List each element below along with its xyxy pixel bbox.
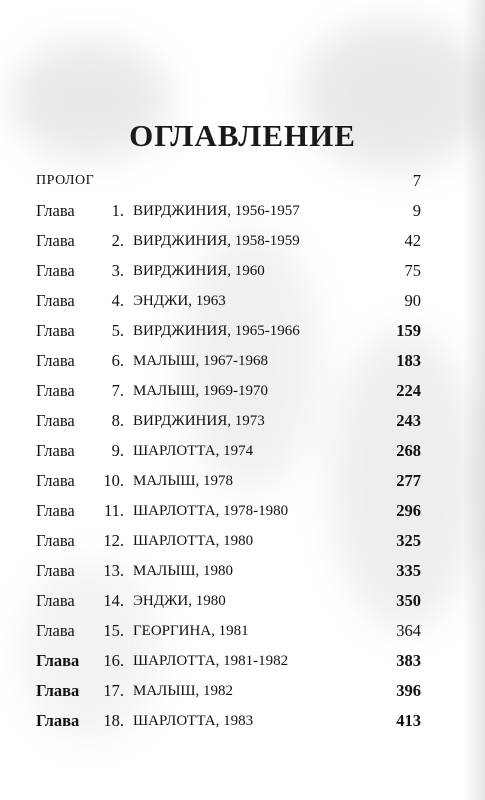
table-of-contents bbox=[36, 166, 421, 736]
chapter-number: 1. bbox=[111, 201, 124, 220]
chapter-number: 18. bbox=[103, 711, 124, 730]
chapter-label: Глава bbox=[36, 441, 75, 460]
chapter-label: Глава bbox=[36, 651, 80, 670]
chapter-label: Глава bbox=[36, 231, 75, 250]
chapter-number: 7. bbox=[111, 381, 124, 400]
chapter-label: Глава bbox=[36, 591, 75, 610]
chapter-number: 15. bbox=[103, 621, 124, 640]
prolog-title: ПРОЛОГ bbox=[36, 173, 95, 188]
chapter-label: Глава bbox=[36, 291, 75, 310]
toc-row bbox=[36, 226, 421, 256]
chapter-title: ВИРДЖИНИЯ, 1973 bbox=[133, 413, 265, 429]
chapter-title: МАЛЫШ, 1967-1968 bbox=[133, 353, 269, 369]
chapter-title: ШАРЛОТТА, 1981-1982 bbox=[133, 653, 289, 669]
chapter-number: 6. bbox=[111, 351, 124, 370]
chapter-number: 16. bbox=[103, 651, 124, 670]
toc-row bbox=[36, 526, 421, 556]
chapter-number: 5. bbox=[111, 321, 124, 340]
chapter-label: Глава bbox=[36, 711, 80, 730]
toc-row bbox=[36, 586, 421, 616]
chapter-page: 159 bbox=[396, 321, 421, 340]
chapter-page: 268 bbox=[396, 441, 421, 460]
chapter-list bbox=[36, 196, 421, 736]
chapter-page: 75 bbox=[404, 261, 421, 280]
chapter-page: 42 bbox=[404, 231, 421, 250]
chapter-title: МАЛЫШ, 1980 bbox=[133, 563, 234, 579]
chapter-title: ВИРДЖИНИЯ, 1958-1959 bbox=[133, 233, 300, 249]
chapter-title: ВИРДЖИНИЯ, 1960 bbox=[133, 263, 265, 279]
toc-row bbox=[36, 286, 421, 316]
chapter-page: 364 bbox=[396, 621, 421, 640]
toc-row bbox=[36, 646, 421, 676]
chapter-number: 14. bbox=[103, 591, 124, 610]
toc-row bbox=[36, 196, 421, 226]
chapter-page: 325 bbox=[396, 531, 421, 550]
chapter-label: Глава bbox=[36, 411, 75, 430]
chapter-title: ШАРЛОТТА, 1983 bbox=[133, 713, 254, 729]
chapter-page: 90 bbox=[404, 291, 421, 310]
chapter-number: 2. bbox=[111, 231, 124, 250]
chapter-page: 350 bbox=[396, 591, 421, 610]
toc-row bbox=[36, 556, 421, 586]
toc-row bbox=[36, 256, 421, 286]
chapter-number: 3. bbox=[111, 261, 124, 280]
page-title: ОГЛАВЛЕНИЕ bbox=[129, 118, 356, 153]
chapter-title: ШАРЛОТТА, 1978-1980 bbox=[133, 503, 289, 519]
chapter-page: 413 bbox=[396, 711, 421, 730]
chapter-label: Глава bbox=[36, 501, 75, 520]
chapter-number: 11. bbox=[103, 501, 124, 520]
chapter-label: Глава bbox=[36, 681, 80, 700]
chapter-label: Глава bbox=[36, 201, 75, 220]
chapter-page: 383 bbox=[396, 651, 421, 670]
chapter-page: 9 bbox=[412, 201, 421, 220]
toc-row bbox=[36, 676, 421, 706]
chapter-title: ШАРЛОТТА, 1974 bbox=[133, 443, 254, 459]
toc-row bbox=[36, 466, 421, 496]
chapter-page: 243 bbox=[396, 411, 421, 430]
chapter-title: ЭНДЖИ, 1963 bbox=[133, 293, 226, 309]
toc-row bbox=[36, 316, 421, 346]
chapter-title: МАЛЫШ, 1978 bbox=[133, 473, 234, 489]
chapter-title: МАЛЫШ, 1969-1970 bbox=[133, 383, 269, 399]
chapter-page: 277 bbox=[396, 471, 421, 490]
chapter-title: МАЛЫШ, 1982 bbox=[133, 683, 234, 699]
toc-row bbox=[36, 346, 421, 376]
chapter-number: 4. bbox=[111, 291, 124, 310]
chapter-title: ВИРДЖИНИЯ, 1965-1966 bbox=[133, 323, 300, 339]
chapter-title: ВИРДЖИНИЯ, 1956-1957 bbox=[133, 203, 300, 219]
chapter-number: 13. bbox=[103, 561, 124, 580]
chapter-number: 8. bbox=[111, 411, 124, 430]
chapter-page: 396 bbox=[396, 681, 421, 700]
chapter-label: Глава bbox=[36, 471, 75, 490]
toc-row bbox=[36, 616, 421, 646]
toc-row bbox=[36, 706, 421, 736]
chapter-number: 10. bbox=[103, 471, 124, 490]
chapter-page: 183 bbox=[396, 351, 421, 370]
toc-row bbox=[36, 376, 421, 406]
toc-row bbox=[36, 406, 421, 436]
chapter-label: Глава bbox=[36, 261, 75, 280]
toc-row bbox=[36, 496, 421, 526]
chapter-label: Глава bbox=[36, 561, 75, 580]
chapter-label: Глава bbox=[36, 531, 75, 550]
chapter-number: 12. bbox=[103, 531, 124, 550]
chapter-label: Глава bbox=[36, 351, 75, 370]
chapter-title: ШАРЛОТТА, 1980 bbox=[133, 533, 254, 549]
chapter-page: 335 bbox=[396, 561, 421, 580]
chapter-label: Глава bbox=[36, 621, 75, 640]
toc-row bbox=[36, 436, 421, 466]
prolog-page: 7 bbox=[412, 171, 421, 190]
toc-row-prolog bbox=[36, 166, 421, 196]
chapter-number: 9. bbox=[111, 441, 124, 460]
chapter-number: 17. bbox=[103, 681, 124, 700]
chapter-label: Глава bbox=[36, 381, 75, 400]
chapter-page: 296 bbox=[396, 501, 421, 520]
chapter-page: 224 bbox=[396, 381, 421, 400]
chapter-label: Глава bbox=[36, 321, 75, 340]
chapter-title: ГЕОРГИНА, 1981 bbox=[133, 623, 249, 639]
chapter-title: ЭНДЖИ, 1980 bbox=[133, 593, 226, 609]
